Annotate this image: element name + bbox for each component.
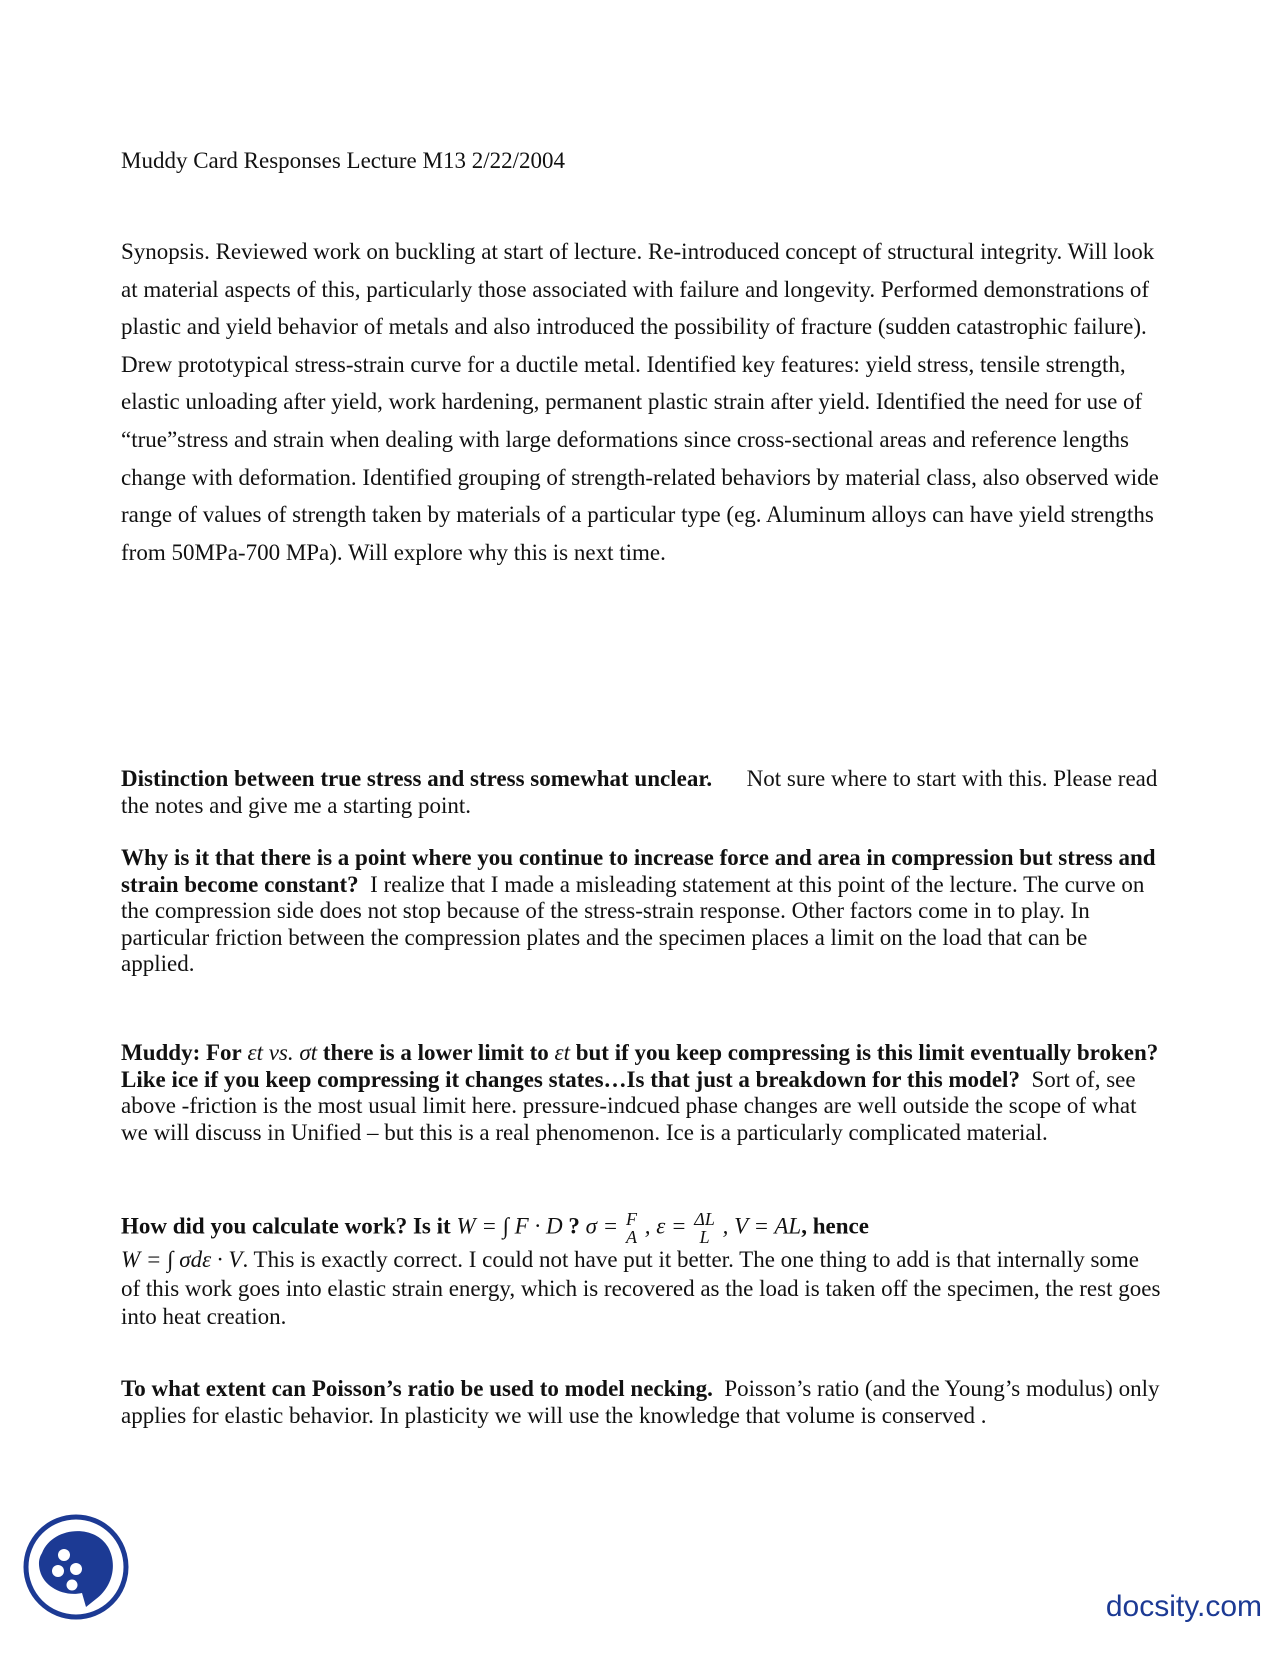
math-true-strain: εt — [554, 1040, 570, 1065]
synopsis-paragraph: Synopsis. Reviewed work on buckling at start of lecture. Re-introduced concept of structural integrity. Will look at material aspects of this, particularly those associated with failure and longevity. Performed demonstrations of plastic and yield behavior of metals and also introduced the possibility of fracture (sudden catastrophic failure). Drew prototypical stress-strain curve for a ductile metal. Identified key features: yield stress, tensile strength, elastic unloading after yield, work hardening, permanent plastic strain after yield. Identified the need for use of “true”stress and strain when dealing with large deformations since cross-sectional areas and reference lengths change with deformation. Identified grouping of strength-related behaviors by material class, also observed wide range of values of strength taken by materials of a particular type (eg. Aluminum alloys can have yield strengths from 50MPa-700 MPa). Will explore why this is next time. — [121, 239, 1159, 565]
qa-item-compression-limit — [121, 845, 1161, 978]
formula-work: W = ∫ F · D — [456, 1213, 563, 1239]
fraction-denominator: L — [699, 1227, 710, 1247]
fraction-denominator: A — [625, 1227, 637, 1247]
qa-item-true-stress — [121, 766, 1161, 819]
question-hence: , hence — [801, 1213, 869, 1239]
question-text: To what extent can Poisson’s ratio be used to model necking. — [121, 1376, 713, 1401]
question-prefix: Muddy: For — [121, 1040, 242, 1065]
answer-text: Poisson’s ratio (and the Young’s modulus) only applies for elastic behavior. In plasticity we will use the knowledge that volume is conserved . — [121, 1376, 1160, 1428]
question-mid: there is a lower limit to — [322, 1040, 549, 1065]
docsity-watermark[interactable]: docsity.com — [1105, 1590, 1262, 1623]
docsity-logo-icon[interactable] — [22, 1513, 130, 1621]
question-suffix: but if you keep compressing is this limit eventually broken? Like ice if you keep compressing it changes states…Is that just a breakdown for this model? — [121, 1040, 1159, 1092]
answer-text: I realize that I made a misleading statement at this point of the lecture. The curve on the compression side does not stop because of the stress-strain response. Other factors come in to play. In particular friction between the compression plates and the specimen places a limit on the load that can be applied. — [121, 871, 1145, 976]
math-strain-vs-stress: εt vs. σt — [247, 1040, 318, 1065]
formula-epsilon: , ε = — [644, 1213, 687, 1239]
fraction-numerator: F — [625, 1209, 637, 1229]
fraction-force-area — [626, 1210, 637, 1246]
answer-text: Not sure where to start with this. Please read the notes and give me a starting point. — [121, 766, 1158, 818]
answer-text: . This is exactly correct. I could not have put it better. The one thing to add is that internally some of this work goes into elastic strain energy, which is recovered as the load is taken off the specimen, the rest goes into heat creation. — [121, 1247, 1161, 1329]
fraction-numerator: ΔL — [694, 1209, 715, 1229]
fraction-delta-length — [694, 1210, 715, 1246]
formula-volume: , V = AL — [722, 1213, 802, 1239]
qa-item-muddy-limit — [121, 1040, 1161, 1146]
qa-item-poisson — [121, 1376, 1161, 1429]
answer-text: Sort of, see above -friction is the most usual limit here. pressure-indcued phase changes are well outside the scope of what we will discuss in Unified – but this is a real phenomenon. Ice is a particularly complicated material. — [121, 1066, 1137, 1145]
formula-final-work: W = ∫ σdε · V — [121, 1247, 243, 1272]
question-prefix: How did you calculate work? Is it — [121, 1213, 451, 1239]
question-text: Distinction between true stress and stress somewhat unclear. — [121, 766, 713, 791]
question-mark: ? — [568, 1213, 580, 1239]
formula-sigma: σ = — [585, 1213, 619, 1239]
qa-item-work — [121, 1210, 1161, 1332]
question-text: Why is it that there is a point where you continue to increase force and area in compression but stress and strain become constant? — [121, 845, 1156, 897]
page-title: Muddy Card Responses Lecture M13 2/22/2004 — [121, 148, 565, 173]
